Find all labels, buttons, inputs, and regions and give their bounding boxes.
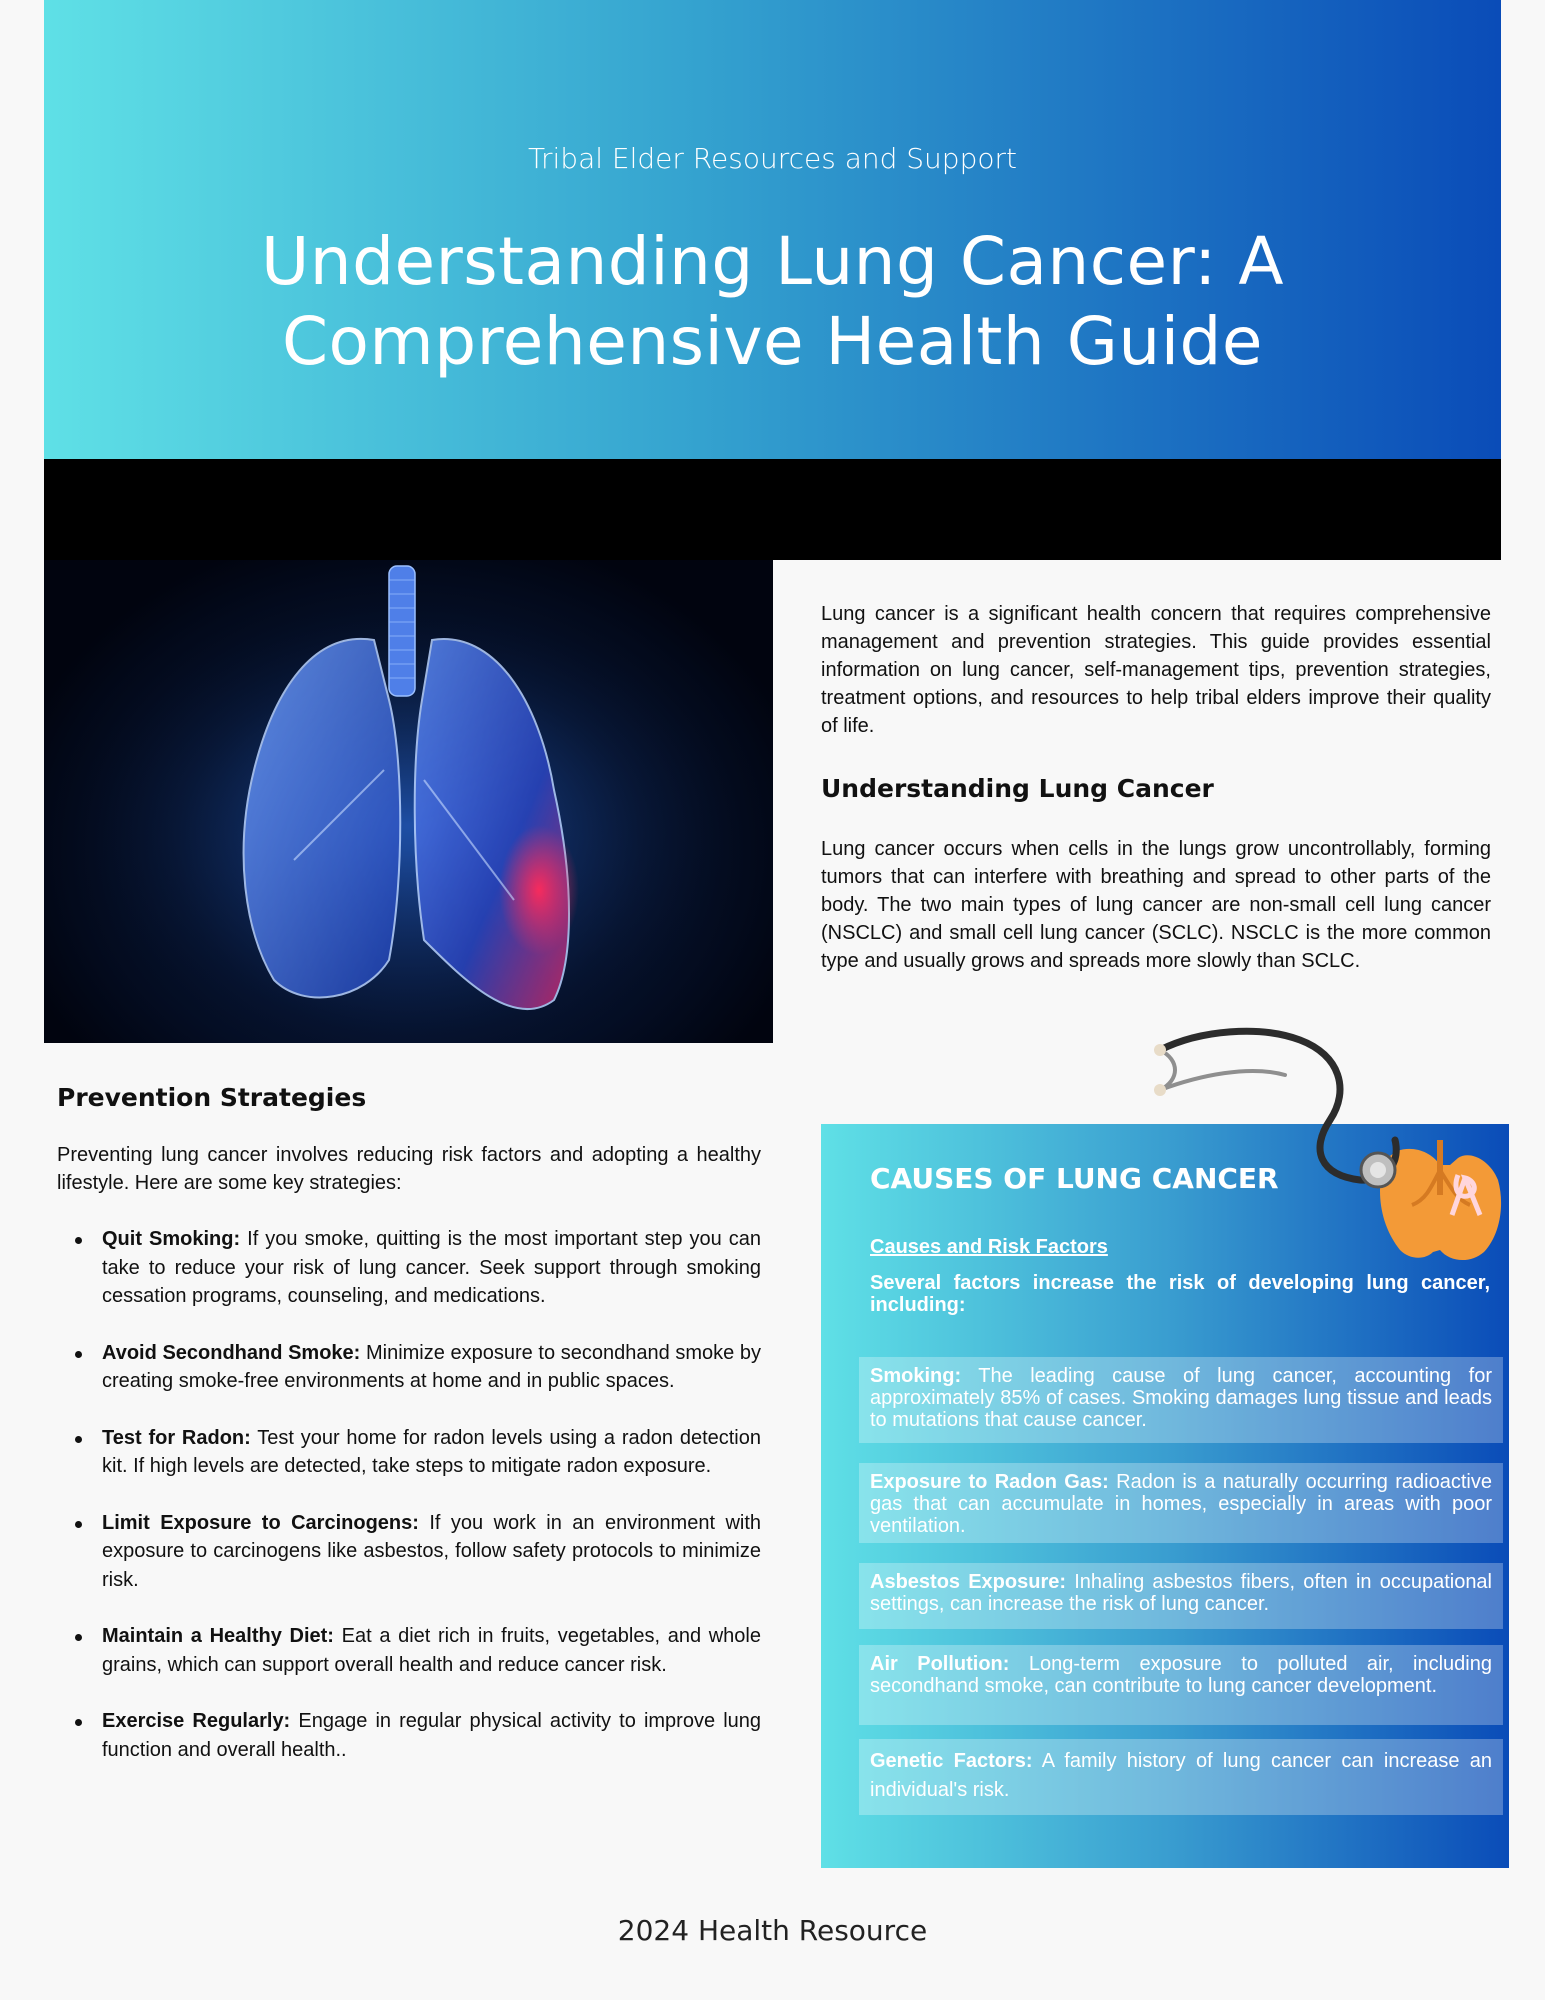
understanding-heading: Understanding Lung Cancer <box>821 774 1214 803</box>
divider-band <box>44 459 1501 560</box>
intro-paragraph: Lung cancer is a significant health concern that requires comprehensive management and prevention strategies. This guide provides essential information on lung cancer, self-management tips, prevention strategies, treatment options, and resources to help tribal elders improve their quality of life. <box>821 603 1491 737</box>
item-text: Minimize exposure to secondhand smoke by creating smoke-free environments at home and in public spaces. <box>102 1341 761 1392</box>
item-label: Maintain a Healthy Diet: <box>102 1625 334 1647</box>
cause-item <box>859 1357 1503 1443</box>
item-label: Avoid Secondhand Smoke: <box>102 1341 361 1364</box>
cause-item <box>859 1563 1503 1629</box>
cause-text: A family history of lung cancer can increase an individual's risk. <box>870 1750 1493 1801</box>
list-item <box>57 1509 761 1595</box>
item-text: Test your home for radon levels using a radon detection kit. If high levels are detected, take steps to mitigate radon exposure. <box>102 1426 761 1477</box>
understanding-paragraph: Lung cancer occurs when cells in the lungs grow uncontrollably, forming tumors that can interfere with breathing and spread to other parts of the body. The two main types of lung cancer are non-small cell lung cancer (NSCLC) and small cell lung cancer (SCLC). NSCLC is the more common type and usually grows and spreads more slowly than SCLC. <box>821 838 1491 972</box>
bullet-icon <box>75 1237 82 1244</box>
bullet-icon <box>75 1351 82 1358</box>
prevention-heading: Prevention Strategies <box>57 1083 367 1112</box>
prevention-list <box>57 1225 761 1792</box>
header-subtitle: Tribal Elder Resources and Support <box>528 142 1017 175</box>
prevention-intro: Preventing lung cancer involves reducing risk factors and adopting a healthy lifestyle. Here are some key strategies: <box>57 1144 761 1194</box>
stethoscope-lungs-icon <box>1140 1020 1510 1280</box>
item-text: If you smoke, quitting is the most important step you can take to reduce your risk of lung cancer. Seek support through smoking cessation programs, counseling, and medications. <box>102 1228 761 1307</box>
list-item <box>57 1707 761 1764</box>
bullet-icon <box>75 1634 82 1641</box>
list-item <box>57 1339 761 1396</box>
item-label: Exercise Regularly: <box>102 1710 291 1732</box>
causes-intro: Several factors increase the risk of developing lung cancer, including: <box>870 1272 1490 1316</box>
footer-text: 2024 Health Resource <box>617 1914 928 1947</box>
lungs-illustration <box>44 560 773 1043</box>
cause-label: Exposure to Radon Gas: <box>870 1471 1109 1493</box>
cause-item <box>859 1645 1503 1725</box>
cause-label: Asbestos Exposure: <box>870 1571 1067 1593</box>
cause-item <box>859 1463 1503 1543</box>
causes-title: CAUSES OF LUNG CANCER <box>870 1162 1279 1195</box>
causes-subtitle: Causes and Risk Factors <box>870 1236 1108 1258</box>
item-label: Test for Radon: <box>102 1426 251 1449</box>
cause-text: Inhaling asbestos fibers, often in occupational settings, can increase the risk of lung cancer. <box>870 1571 1493 1615</box>
trachea <box>389 566 415 696</box>
cause-label: Genetic Factors: <box>870 1750 1033 1772</box>
cause-text: Long-term exposure to polluted air, including secondhand smoke, can contribute to lung cancer development. <box>870 1653 1492 1697</box>
item-text: Eat a diet rich in fruits, vegetables, and whole grains, which can support overall health and reduce cancer risk. <box>102 1625 761 1676</box>
item-text: If you work in an environment with exposure to carcinogens like asbestos, follow safety protocols to minimize risk. <box>102 1511 762 1591</box>
bullet-icon <box>75 1719 82 1726</box>
list-item <box>57 1424 761 1481</box>
page-title: Understanding Lung Cancer: A Comprehensive Health Guide <box>261 223 1284 380</box>
item-text: Engage in regular physical activity to improve lung function and overall health.. <box>102 1710 762 1761</box>
list-item <box>57 1225 761 1311</box>
cause-text: The leading cause of lung cancer, accounting for approximately 85% of cases. Smoking damages lung tissue and leads to mutations that cause cancer. <box>870 1365 1492 1431</box>
cause-text: Radon is a naturally occurring radioactive gas that can accumulate in homes, especially in areas with poor ventilation. <box>870 1471 1492 1537</box>
cause-label: Smoking: <box>870 1365 962 1387</box>
item-label: Quit Smoking: <box>102 1228 241 1250</box>
list-item <box>57 1622 761 1679</box>
header-banner <box>44 0 1501 459</box>
bullet-icon <box>75 1436 82 1443</box>
item-label: Limit Exposure to Carcinogens: <box>102 1511 419 1534</box>
bullet-icon <box>75 1521 82 1528</box>
cause-label: Air Pollution: <box>870 1653 1010 1675</box>
cause-item <box>859 1739 1503 1815</box>
